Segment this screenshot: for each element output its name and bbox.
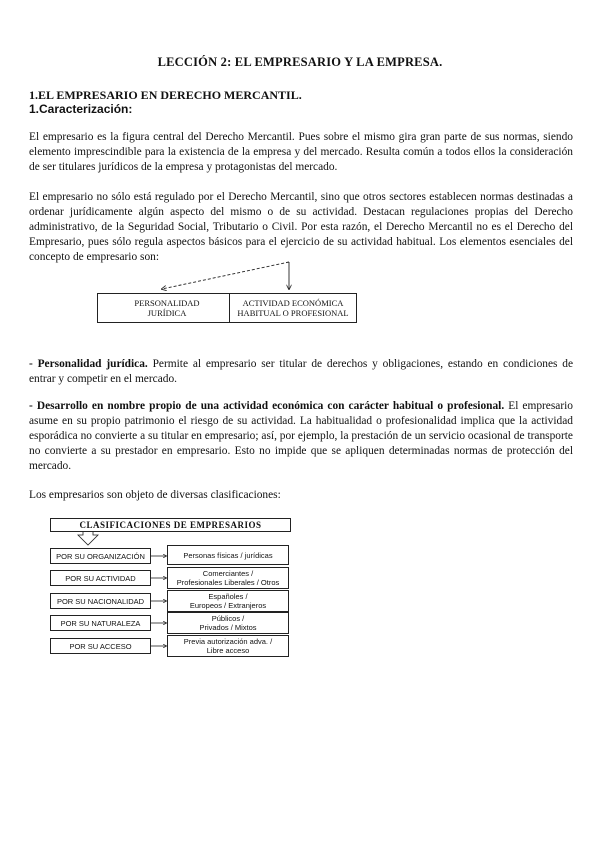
criterion-box: POR SU ACCESO (50, 638, 151, 654)
types-box (167, 590, 289, 612)
down-arrow-icon (78, 530, 98, 545)
element-box-actividad-line2: HABITUAL O PROFESIONAL (237, 308, 349, 318)
paragraph-4-lead: - Desarrollo en nombre propio de una actividad económica con carácter habitual o profesional. (29, 400, 505, 412)
types-box (167, 567, 289, 589)
paragraph-1: El empresario es la figura central del Derecho Mercantil. Pues sobre el mismo gira gran parte de sus normas, siendo elemento imprescindible para la existencia de la empresa y del mercado. Resulta común a todos ellos la consideración de ser titulares jurídicos de la empresa y protagonistas del mercado. (29, 131, 573, 173)
types-line: Libre acceso (206, 646, 250, 655)
paragraph-3-lead: - Personalidad jurídica. (29, 358, 148, 370)
types-line: Públicos / (211, 614, 245, 623)
types-box (167, 635, 289, 657)
types-line: Previa autorización adva. / (183, 637, 273, 646)
subsection-heading: 1.Caracterización: (29, 102, 133, 116)
types-line: Privados / Mixtos (199, 623, 257, 632)
section-heading: 1.EL EMPRESARIO EN DERECHO MERCANTIL. (29, 88, 302, 102)
criterion-box: POR SU NATURALEZA (50, 615, 151, 631)
types-line: Comerciantes / (202, 569, 254, 578)
types-line: Personas físicas / jurídicas (183, 550, 273, 560)
element-box-personalidad-line2: JURÍDICA (147, 308, 187, 318)
types-line: Europeos / Extranjeros (189, 601, 267, 610)
element-box-personalidad-line1: PERSONALIDAD (134, 298, 200, 308)
criterion-box: POR SU ORGANIZACIÓN (50, 548, 151, 564)
classifications-title: CLASIFICACIONES DE EMPRESARIOS (50, 518, 291, 532)
paragraph-3-rest: Permite al empresario ser titular de derechos y obligaciones, estando en condiciones de entrar y competir en el mercado. (29, 358, 574, 385)
paragraph-4-rest: El empresario asume en su propio patrimonio el riesgo de su actividad. La habitualidad o profesionalidad implica que la actividad esporádica no convierte a su titular en empresario; así, por ejemplo, la prestación de un servicio ocasional de transporte no convierte a su prestador en empresario. Esto no impide que se apliquen determinadas normas de protección del mercado. (29, 400, 574, 472)
paragraph-2: El empresario no sólo está regulado por el Derecho Mercantil, sino que otros sectores establecen normas destinadas a ordenar jurídicamente algún aspecto del mismo o de su actividad. Destacan regulaciones propias del Derecho administrativo, de la Seguridad Social, Tributario o Civil. Por esta razón, el Derecho Mercantil no es el Derecho del Empresario, pues sólo regula aspectos básicos para el ejercicio de su actividad habitual. Los elementos esenciales del concepto de empresario son: (29, 191, 573, 263)
types-line: Españoles / (208, 592, 248, 601)
criterion-box: POR SU ACTIVIDAD (50, 570, 151, 586)
types-box (167, 545, 289, 565)
types-line: Profesionales Liberales / Otros (176, 578, 280, 587)
criterion-box: POR SU NACIONALIDAD (50, 593, 151, 609)
page-title: LECCIÓN 2: EL EMPRESARIO Y LA EMPRESA. (157, 55, 443, 69)
paragraph-5: Los empresarios son objeto de diversas clasificaciones: (29, 489, 281, 501)
types-box (167, 612, 289, 634)
element-box-actividad-line1: ACTIVIDAD ECONÓMICA (242, 298, 344, 308)
